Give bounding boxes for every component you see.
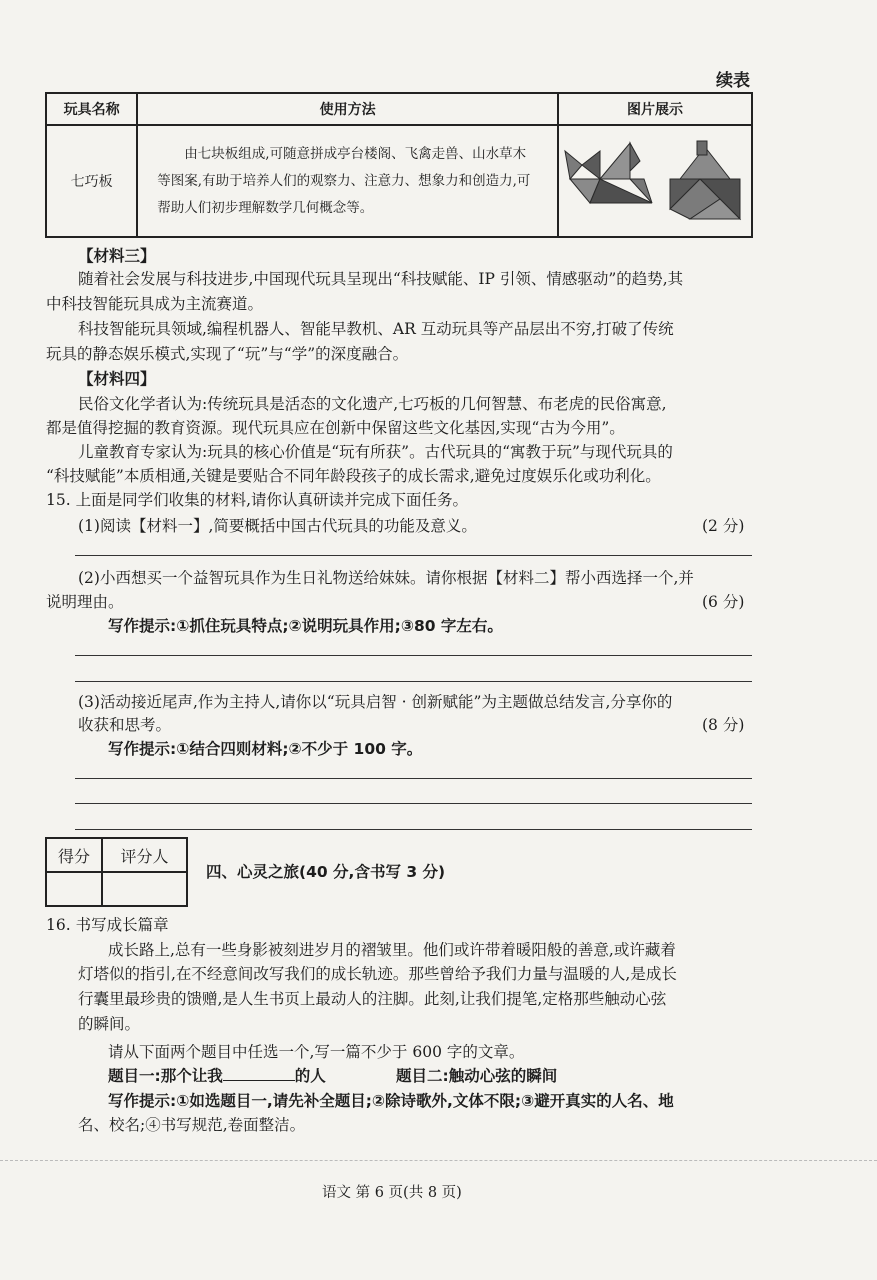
material3-line-4: 玩具的静态娱乐模式,实现了“玩”与“学”的深度融合。: [46, 345, 409, 363]
q15-part3-answer-line-2[interactable]: [75, 803, 752, 804]
q15-part1-text: (1)阅读【材料一】,简要概括中国古代玩具的功能及意义。: [78, 517, 477, 535]
material4-line-2: 都是值得挖掘的教育资源。现代玩具应在创新中保留这些文化基因,实现“古为今用”。: [46, 419, 625, 437]
q15-part2-answer-line-1[interactable]: [75, 655, 752, 656]
material4-line-1: 民俗文化学者认为:传统玩具是活态的文化遗产,七巧板的几何智慧、布老虎的民俗寓意,: [78, 395, 667, 413]
header-toy-name: 玩具名称: [46, 93, 137, 125]
q16-hint-line-1: [108, 1089, 674, 1113]
material4-line-3: 儿童教育专家认为:玩具的核心价值是“玩有所获”。古代玩具的“寓教于玩”与现代玩具的: [78, 443, 673, 461]
q16-line-3: 行囊里最珍贵的馈赠,是人生书页上最动人的注脚。此刻,让我们提笔,定格那些触动心弦: [78, 990, 667, 1008]
score-box: [45, 837, 188, 907]
q15-part3-answer-line-3[interactable]: [75, 829, 752, 830]
material4-title: 【材料四】: [78, 370, 156, 388]
material4-line-4: “科技赋能”本质相通,关键是要贴合不同年龄段孩子的成长需求,避免过度娱乐化或功利化。: [46, 467, 661, 485]
usage-cell: [137, 125, 558, 237]
table-row: [46, 125, 752, 237]
material3-line-3: 科技智能玩具领域,编程机器人、智能早教机、AR 互动玩具等产品层出不穷,打破了传统: [78, 320, 674, 338]
q15-part2-line-1: (2)小西想买一个益智玩具作为生日礼物送给妹妹。请你根据【材料二】帮小西选择一个,并: [78, 569, 694, 587]
q15-part3-line-1: (3)活动接近尾声,作为主持人,请你以“玩具启智 · 创新赋能”为主题做总结发言,分享你的: [78, 693, 673, 711]
q15-part2-score: (6 分): [702, 593, 745, 611]
q15-part1-score: (2 分): [702, 517, 745, 535]
grader-label: 评分人: [102, 838, 187, 872]
q15-part2-line-2: 说明理由。: [46, 593, 124, 611]
q15-part3-answer-line-1[interactable]: [75, 778, 752, 779]
q16-topic1-end: 的人: [294, 1067, 326, 1085]
q15-part2-hint: 写作提示:①抓住玩具特点;②说明玩具作用;③80 字左右。: [108, 617, 503, 635]
continued-label: 续表: [716, 71, 750, 91]
q15-part1-answer-line[interactable]: [75, 555, 752, 556]
page-footer: 语文 第 6 页(共 8 页): [322, 1185, 462, 1201]
q16-instruction: 请从下面两个题目中任选一个,写一篇不少于 600 字的文章。: [108, 1043, 525, 1061]
score-label: 得分: [46, 838, 102, 872]
material3-line-2: 中科技智能玩具成为主流赛道。: [46, 295, 264, 313]
header-picture: 图片展示: [558, 93, 752, 125]
q15-stem: 15. 上面是同学们收集的材料,请你认真研读并完成下面任务。: [46, 491, 469, 509]
tangram-cat-image: [565, 143, 652, 203]
q15-part3-score: (8 分): [702, 716, 745, 734]
q16-line-4: 的瞬间。: [78, 1015, 141, 1033]
q16-topic2: 题目二:触动心弦的瞬间: [396, 1067, 558, 1085]
table-header-row: [46, 93, 752, 125]
grader-field[interactable]: [102, 872, 187, 906]
q16-line-1: 成长路上,总有一些身影被刻进岁月的褶皱里。他们或许带着暖阳般的善意,或许藏着: [108, 941, 676, 959]
q16-title: 16. 书写成长篇章: [46, 916, 169, 934]
score-field[interactable]: [46, 872, 102, 906]
material3-line-1: 随着社会发展与科技进步,中国现代玩具呈现出“科技赋能、IP 引领、情感驱动”的趋势,其: [78, 270, 684, 288]
q16-hint-line-2: 名、校名;④书写规范,卷面整洁。: [78, 1116, 306, 1134]
q15-part2-answer-line-2[interactable]: [75, 681, 752, 682]
tangram-house-image: [670, 141, 740, 219]
q16-hint-text-1: 写作提示:①如选题目一,请先补全题目;②除诗歌外,文体不限;③避开真实的人名、地: [108, 1092, 674, 1110]
header-usage: 使用方法: [137, 93, 558, 125]
q16-topic1-label: 题目一:那个让我: [108, 1067, 223, 1085]
section4-title: 四、心灵之旅(40 分,含书写 3 分): [206, 863, 446, 881]
footer-divider: [0, 1160, 877, 1161]
q15-part3-hint: 写作提示:①结合四则材料;②不少于 100 字。: [108, 740, 423, 758]
q15-part3-line-2: 收获和思考。: [78, 716, 172, 734]
q16-topic1: [108, 1064, 326, 1088]
material3-title: 【材料三】: [78, 247, 156, 265]
picture-cell: [558, 125, 752, 237]
usage-text: 由七块板组成,可随意拼成亭台楼阁、飞禽走兽、山水草木等图案,有助于培养人们的观察力、注意力、想象力和创造力,可帮助人们初步理解数学几何概念等。: [157, 145, 531, 216]
q16-topic1-blank[interactable]: [223, 1064, 295, 1081]
q16-line-2: 灯塔似的指引,在不经意间改写我们的成长轨迹。那些曾给予我们力量与温暖的人,是成长: [78, 965, 677, 983]
toy-table: [45, 92, 753, 238]
toy-name-cell: 七巧板: [46, 125, 137, 237]
tangram-images: [560, 131, 750, 227]
